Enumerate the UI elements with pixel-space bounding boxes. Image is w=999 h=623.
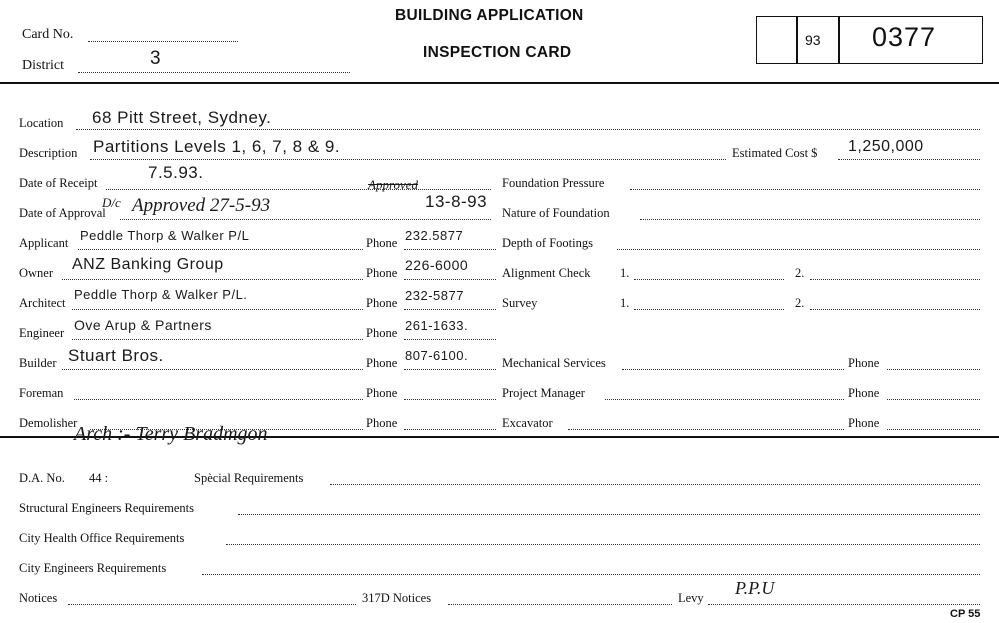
nature-foundation-label: Nature of Foundation xyxy=(502,206,610,220)
applicant-phone-value: 232.5877 xyxy=(405,228,464,243)
project-manager-phone-field[interactable] xyxy=(887,398,980,400)
applicant-field[interactable] xyxy=(78,248,363,250)
builder-phone-value: 807-6100. xyxy=(405,348,469,363)
date-receipt-value: 7.5.93. xyxy=(148,163,204,182)
applicant-phone-label: Phone xyxy=(366,236,398,250)
demolisher-label: Demolisher xyxy=(19,416,78,430)
date-approval-second-note: Approved xyxy=(368,177,419,192)
health-field[interactable] xyxy=(226,543,980,545)
applicant-label: Applicant xyxy=(19,236,69,250)
mechanical-services-label: Mechanical Services xyxy=(502,356,606,370)
foundation-pressure-label: Foundation Pressure xyxy=(502,176,605,190)
demolisher-phone-field[interactable] xyxy=(404,428,496,430)
structural-field[interactable] xyxy=(238,513,980,515)
mechanical-services-phone-field[interactable] xyxy=(887,368,980,370)
date-approval-field[interactable] xyxy=(120,218,491,220)
foreman-label: Foreman xyxy=(19,386,64,400)
builder-label: Builder xyxy=(19,356,57,370)
foundation-pressure-field[interactable] xyxy=(630,188,980,190)
mechanical-services-field[interactable] xyxy=(622,368,844,370)
structural-label: Structural Engineers Requirements xyxy=(19,501,194,515)
project-manager-label: Project Manager xyxy=(502,386,585,400)
special-requirements-field[interactable] xyxy=(330,483,980,485)
survey-label: Survey xyxy=(502,296,538,310)
location-field[interactable] xyxy=(76,128,980,130)
architect-label: Architect xyxy=(19,296,66,310)
foreman-field[interactable] xyxy=(74,398,363,400)
engineer-phone-field[interactable] xyxy=(404,338,496,340)
date-approval-value: Approved 27-5-93 xyxy=(132,195,271,216)
header-divider xyxy=(0,82,999,84)
engineer-phone-value: 261-1633. xyxy=(405,318,469,333)
survey-num-2: 2. xyxy=(795,296,805,310)
alignment-check-field-1[interactable] xyxy=(634,278,784,280)
levy-field[interactable] xyxy=(708,603,980,605)
owner-label: Owner xyxy=(19,266,54,280)
location-value: 68 Pitt Street, Sydney. xyxy=(92,108,272,127)
health-label: City Health Office Requirements xyxy=(19,531,185,545)
excavator-field[interactable] xyxy=(568,428,844,430)
mechanical-services-phone-label: Phone xyxy=(848,356,880,370)
date-approval-second-value: 13-8-93 xyxy=(425,192,488,211)
architect-value: Peddle Thorp & Walker P/L. xyxy=(74,287,248,302)
date-receipt-field[interactable] xyxy=(106,188,491,190)
depth-footings-field[interactable] xyxy=(617,248,980,250)
district-value: 3 xyxy=(150,48,162,69)
date-approval-label: Date of Approval xyxy=(19,206,106,220)
engineer-field[interactable] xyxy=(72,338,363,340)
architect-field[interactable] xyxy=(72,308,363,310)
survey-num-1: 1. xyxy=(620,296,630,310)
district-field[interactable] xyxy=(78,71,350,73)
alignment-check-field-2[interactable] xyxy=(810,278,980,280)
district-label: District xyxy=(22,58,64,73)
date-receipt-label: Date of Receipt xyxy=(19,176,98,190)
builder-phone-label: Phone xyxy=(366,356,398,370)
nature-foundation-field[interactable] xyxy=(640,218,980,220)
excavator-label: Excavator xyxy=(502,416,553,430)
arch-note: Arch :- Terry Bradmgon xyxy=(74,423,268,445)
notices-317d-label: 317D Notices xyxy=(362,591,432,605)
alignment-check-label: Alignment Check xyxy=(502,266,591,280)
owner-phone-label: Phone xyxy=(366,266,398,280)
foreman-phone-field[interactable] xyxy=(404,398,496,400)
demolisher-phone-label: Phone xyxy=(366,416,398,430)
location-label: Location xyxy=(19,116,64,130)
form-code: CP 55 xyxy=(950,608,981,620)
excavator-phone-field[interactable] xyxy=(887,428,980,430)
alignment-check-num-1: 1. xyxy=(620,266,630,280)
description-label: Description xyxy=(19,146,78,160)
architect-phone-value: 232-5877 xyxy=(405,288,464,303)
architect-phone-label: Phone xyxy=(366,296,398,310)
applicant-value: Peddle Thorp & Walker P/L xyxy=(80,228,250,243)
engineer-label: Engineer xyxy=(19,326,65,340)
estimated-cost-field[interactable] xyxy=(838,158,980,160)
excavator-phone-label: Phone xyxy=(848,416,880,430)
card-number-divider-1 xyxy=(796,16,798,64)
owner-value: ANZ Banking Group xyxy=(72,256,224,273)
depth-footings-label: Depth of Footings xyxy=(502,236,593,250)
project-manager-phone-label: Phone xyxy=(848,386,880,400)
foreman-phone-label: Phone xyxy=(366,386,398,400)
date-approval-prefix: D/c xyxy=(102,195,121,210)
applicant-phone-field[interactable] xyxy=(404,248,496,250)
architect-phone-field[interactable] xyxy=(404,308,496,310)
levy-value: P.P.U xyxy=(735,578,775,598)
description-value: Partitions Levels 1, 6, 7, 8 & 9. xyxy=(93,137,341,156)
builder-field[interactable] xyxy=(62,368,363,370)
notices-label: Notices xyxy=(19,591,58,605)
card-no-field[interactable] xyxy=(88,40,238,42)
special-requirements-label: Spècial Requirements xyxy=(194,471,304,485)
estimated-cost-value: 1,250,000 xyxy=(848,138,924,155)
form-title-line2: INSPECTION CARD xyxy=(423,44,572,61)
card-number: 0377 xyxy=(872,22,937,52)
card-year: 93 xyxy=(805,32,821,48)
survey-field-2[interactable] xyxy=(810,308,980,310)
card-no-label: Card No. xyxy=(22,27,74,42)
da-no-label: D.A. No. xyxy=(19,471,65,485)
form-title-line1: BUILDING APPLICATION xyxy=(395,7,584,24)
city-engineers-label: City Engineers Requirements xyxy=(19,561,167,575)
card-number-divider-2 xyxy=(838,16,840,64)
da-no-value: 44 : xyxy=(89,471,109,485)
notices-317d-field[interactable] xyxy=(448,603,672,605)
levy-label: Levy xyxy=(678,591,704,605)
owner-field[interactable] xyxy=(62,278,363,280)
builder-phone-field[interactable] xyxy=(404,368,496,370)
alignment-check-num-2: 2. xyxy=(795,266,805,280)
notices-field[interactable] xyxy=(68,603,356,605)
estimated-cost-label: Estimated Cost $ xyxy=(732,146,818,160)
engineer-phone-label: Phone xyxy=(366,326,398,340)
card-number-box xyxy=(756,16,983,64)
project-manager-field[interactable] xyxy=(605,398,844,400)
engineer-value: Ove Arup & Partners xyxy=(74,317,212,333)
survey-field-1[interactable] xyxy=(634,308,784,310)
description-field[interactable] xyxy=(90,158,726,160)
owner-phone-field[interactable] xyxy=(404,278,496,280)
builder-value: Stuart Bros. xyxy=(68,346,164,365)
city-engineers-field[interactable] xyxy=(202,573,980,575)
owner-phone-value: 226-6000 xyxy=(405,257,469,273)
